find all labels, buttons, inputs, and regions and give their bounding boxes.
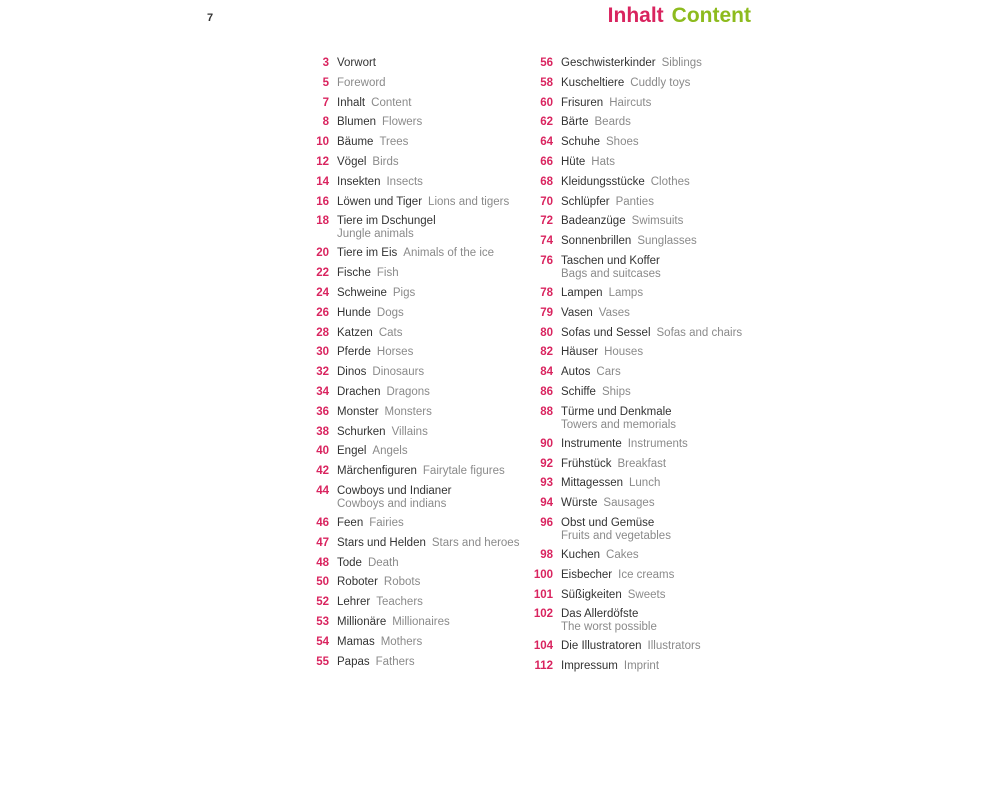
toc-entry-text — [561, 475, 660, 490]
toc-entry-text — [337, 114, 422, 129]
toc-entry-text — [561, 456, 666, 471]
toc-page-number: 18 — [316, 215, 329, 228]
toc-title-english: Ships — [601, 385, 631, 398]
toc-entry — [309, 483, 524, 515]
toc-entry — [309, 574, 524, 594]
toc-entry — [530, 325, 760, 345]
toc-column-left — [309, 55, 524, 673]
toc-title-english: Fruits and vegetables — [561, 529, 671, 542]
toc-title-german: Papas — [337, 655, 370, 668]
title-english: Content — [671, 4, 751, 27]
toc-title-german: Taschen und Koffer — [561, 254, 660, 267]
toc-entry-text — [561, 95, 651, 110]
toc-entry-text — [561, 75, 690, 90]
toc-entry-text — [561, 194, 654, 209]
toc-title-german: Frühstück — [561, 457, 612, 470]
toc-page-number: 66 — [540, 155, 553, 168]
toc-title-english: Lions and tigers — [428, 195, 510, 208]
toc-entry — [309, 174, 524, 194]
toc-title-german: Schweine — [337, 286, 387, 299]
toc-title-english: Insects — [386, 175, 423, 188]
toc-title-english: Sofas and chairs — [656, 326, 743, 339]
toc-entry-text — [561, 233, 697, 248]
toc-page-number: 56 — [540, 57, 553, 69]
toc-title-german: Bärte — [561, 116, 589, 129]
toc-entry — [309, 134, 524, 154]
toc-entry — [530, 233, 760, 253]
toc-title-german: Kuchen — [561, 548, 601, 561]
toc-title-german: Türme und Denkmale — [561, 405, 672, 418]
toc-title-english: Foreword — [337, 76, 386, 89]
toc-entry — [309, 424, 524, 444]
toc-title-english: Villains — [391, 425, 428, 438]
toc-title-german: Dinos — [337, 366, 367, 379]
toc-page-number: 50 — [316, 576, 329, 589]
toc-page-number: 101 — [533, 588, 553, 601]
toc-page-number: 40 — [316, 445, 329, 458]
toc-title-german: Blumen — [337, 116, 376, 129]
toc-page-number: 28 — [316, 326, 329, 339]
toc-title-english: Birds — [372, 155, 399, 168]
toc-title-english: Monsters — [384, 405, 432, 418]
toc-title-english: Flowers — [382, 116, 423, 129]
toc-entry-text — [337, 574, 420, 589]
toc-title-english: Instruments — [627, 437, 688, 450]
toc-title-english: Sunglasses — [637, 235, 697, 248]
toc-title-german: Sonnenbrillen — [561, 235, 632, 248]
toc-entry-text — [337, 555, 399, 570]
toc-page-number: 47 — [316, 536, 329, 549]
toc-title-english: Animals of the ice — [403, 247, 495, 260]
toc-entry-text — [337, 154, 399, 169]
toc-title-german: Schlüpfer — [561, 195, 610, 208]
toc-page-number: 90 — [540, 437, 553, 450]
toc-title-german: Märchenfiguren — [337, 465, 417, 478]
toc-title-german: Vorwort — [337, 57, 376, 69]
toc-title-english: Teachers — [376, 596, 423, 609]
toc-entry — [309, 515, 524, 535]
toc-entry-text — [337, 75, 386, 90]
toc-page-number: 54 — [316, 635, 329, 648]
toc-title-english: Cakes — [606, 548, 639, 561]
toc-entry — [309, 213, 524, 245]
toc-title-german: Bäume — [337, 136, 374, 149]
toc-title-german: Tiere im Dschungel — [337, 215, 436, 228]
toc-entry — [309, 654, 524, 674]
toc-page-number: 44 — [316, 484, 329, 497]
toc-entry — [530, 475, 760, 495]
toc-title-english: Lamps — [608, 286, 644, 299]
toc-entry — [530, 194, 760, 214]
toc-page-number: 104 — [533, 640, 553, 653]
toc-page-number: 94 — [540, 497, 553, 510]
toc-page-number: 52 — [316, 596, 329, 609]
toc-title-english: Panties — [615, 195, 654, 208]
toc-title-german: Mittagessen — [561, 477, 624, 490]
toc-title-english: Cuddly toys — [630, 76, 691, 89]
toc-title-german: Das Allerdöfste — [561, 608, 639, 621]
toc-entry-text — [337, 285, 415, 300]
toc-page-number: 79 — [540, 306, 553, 319]
toc-entry-text — [561, 325, 742, 340]
toc-title-german: Lampen — [561, 286, 603, 299]
toc-title-english: Dragons — [386, 385, 430, 398]
toc-entry — [530, 404, 760, 436]
toc-title-german: Schuhe — [561, 136, 601, 149]
toc-entry — [309, 344, 524, 364]
toc-entry-text — [337, 515, 404, 530]
toc-page-number: 7 — [322, 96, 329, 109]
toc-entry — [309, 154, 524, 174]
toc-entry-text — [561, 567, 674, 582]
toc-title-german: Instrumente — [561, 437, 622, 450]
toc-title-german: Würste — [561, 497, 598, 510]
toc-title-english: The worst possible — [561, 621, 657, 634]
toc-title-german: Geschwisterkinder — [561, 57, 656, 69]
toc-entry-text — [337, 134, 408, 149]
toc-entry — [530, 285, 760, 305]
toc-page-number: 55 — [316, 655, 329, 668]
title-german: Inhalt — [607, 4, 664, 27]
toc-entry — [309, 285, 524, 305]
toc-entry — [530, 213, 760, 233]
toc-entry — [530, 305, 760, 325]
toc-entry-text — [561, 364, 621, 379]
toc-page-number: 32 — [316, 366, 329, 379]
toc-entry — [309, 265, 524, 285]
toc-title-english: Cats — [378, 326, 403, 339]
toc-entry — [530, 495, 760, 515]
toc-page-number: 14 — [316, 175, 329, 188]
toc-title-german: Süßigkeiten — [561, 588, 622, 601]
toc-page-number: 30 — [316, 346, 329, 359]
toc-title-english: Imprint — [623, 660, 660, 673]
toc-page-number: 20 — [316, 247, 329, 260]
toc-entry-text — [337, 594, 423, 609]
toc-entry-text — [561, 55, 702, 70]
toc-entry — [309, 325, 524, 345]
toc-page-number: 98 — [540, 548, 553, 561]
toc-title-english: Dogs — [376, 306, 404, 319]
toc-title-english: Dinosaurs — [372, 366, 425, 379]
toc-entry-text — [561, 436, 688, 451]
toc-entry — [530, 567, 760, 587]
toc-entry — [309, 443, 524, 463]
toc-entry-text — [561, 658, 659, 673]
toc-page-number: 112 — [534, 660, 553, 673]
toc-page-number: 26 — [316, 306, 329, 319]
toc-entry-text — [561, 638, 701, 653]
toc-page-number: 82 — [540, 346, 553, 359]
toc-entry-text — [561, 404, 676, 432]
toc-entry-text — [561, 606, 657, 634]
toc-title-german: Löwen und Tiger — [337, 195, 423, 208]
toc-title-german: Frisuren — [561, 96, 604, 109]
toc-title-german: Pferde — [337, 346, 371, 359]
toc-entry-text — [561, 344, 643, 359]
toc-entry-text — [337, 325, 402, 340]
toc-title-english: Trees — [379, 136, 409, 149]
toc-entry-text — [337, 483, 451, 511]
toc-entry — [530, 547, 760, 567]
toc-entry-text — [561, 154, 615, 169]
toc-page-number: 60 — [540, 96, 553, 109]
page-title — [608, 4, 751, 28]
toc-page-number: 88 — [540, 405, 553, 418]
toc-title-english: Horses — [376, 346, 414, 359]
toc-title-english: Breakfast — [617, 457, 667, 470]
toc-entry-text — [337, 364, 424, 379]
toc-entry — [530, 154, 760, 174]
toc-entry — [530, 114, 760, 134]
toc-entry — [309, 55, 524, 75]
toc-title-english: Stars and heroes — [431, 536, 520, 549]
toc-title-german: Eisbecher — [561, 568, 613, 581]
toc-title-german: Häuser — [561, 346, 599, 359]
toc-title-english: Vases — [598, 306, 630, 319]
toc-title-english: Towers and memorials — [561, 418, 677, 431]
toc-title-german: Roboter — [337, 576, 378, 589]
toc-title-german: Monster — [337, 405, 379, 418]
toc-title-english: Fairies — [369, 516, 404, 529]
toc-title-english: Fathers — [375, 655, 415, 668]
toc-title-english: Sausages — [603, 497, 655, 510]
toc-entry — [309, 305, 524, 325]
toc-entry-text — [337, 213, 436, 241]
toc-entry — [309, 245, 524, 265]
toc-page-number: 38 — [316, 425, 329, 438]
toc-entry-text — [561, 515, 671, 543]
toc-page-number: 42 — [316, 465, 329, 478]
toc-title-german: Hüte — [561, 155, 586, 168]
toc-page-number: 84 — [540, 366, 553, 379]
toc-title-german: Tiere im Eis — [337, 247, 398, 260]
toc-title-english: Content — [371, 96, 412, 109]
toc-title-english: Mothers — [380, 635, 423, 648]
toc-title-german: Feen — [337, 516, 364, 529]
toc-entry — [530, 344, 760, 364]
toc-title-english: Death — [367, 556, 399, 569]
toc-entry — [309, 114, 524, 134]
toc-page-number: 36 — [316, 405, 329, 418]
toc-page-number: 34 — [316, 385, 329, 398]
toc-page-number: 102 — [533, 608, 553, 621]
toc-entry — [530, 456, 760, 476]
toc-entry-text — [337, 463, 505, 478]
toc-title-english: Clothes — [650, 175, 690, 188]
toc-title-german: Kleidungsstücke — [561, 175, 645, 188]
toc-page-number: 58 — [540, 76, 553, 89]
toc-entry-text — [337, 614, 450, 629]
toc-title-german: Obst und Gemüse — [561, 516, 655, 529]
toc-entry — [309, 555, 524, 575]
toc-entry-text — [337, 305, 404, 320]
toc-title-english: Lunch — [629, 477, 661, 490]
toc-entry — [309, 75, 524, 95]
toc-title-english: Angels — [372, 445, 408, 458]
toc-entry — [309, 634, 524, 654]
toc-entry-text — [337, 424, 428, 439]
toc-title-english: Fish — [376, 267, 399, 280]
toc-page-number: 76 — [540, 254, 553, 267]
toc-entry — [530, 515, 760, 547]
toc-page-number: 72 — [540, 215, 553, 228]
toc-title-german: Fische — [337, 267, 371, 280]
toc-entry — [530, 55, 760, 75]
toc-title-german: Sofas und Sessel — [561, 326, 651, 339]
toc-entry-text — [337, 654, 415, 669]
toc-entry-text — [561, 174, 690, 189]
toc-page-number: 93 — [540, 477, 553, 490]
toc-entry — [530, 606, 760, 638]
toc-title-german: Insekten — [337, 175, 381, 188]
toc-page-number: 22 — [316, 267, 329, 280]
toc-page-number: 96 — [540, 516, 553, 529]
toc-page-number: 48 — [316, 556, 329, 569]
toc-title-english: Pigs — [392, 286, 416, 299]
toc-entry — [530, 436, 760, 456]
toc-entry-text — [337, 443, 408, 458]
toc-page-number: 8 — [322, 116, 329, 129]
toc-entry-text — [337, 245, 494, 260]
toc-title-german: Inhalt — [337, 96, 366, 109]
toc-entry — [530, 658, 760, 678]
toc-title-german: Kuscheltiere — [561, 76, 625, 89]
toc-entry-text — [561, 305, 630, 320]
toc-entry — [309, 194, 524, 214]
toc-entry-text — [561, 495, 655, 510]
toc-entry — [530, 364, 760, 384]
toc-title-english: Jungle animals — [337, 228, 414, 241]
toc-title-german: Vögel — [337, 155, 367, 168]
toc-title-english: Swimsuits — [631, 215, 684, 228]
toc-page-number: 92 — [540, 457, 553, 470]
toc-title-english: Ice creams — [618, 568, 675, 581]
toc-entry — [309, 384, 524, 404]
toc-entry-text — [337, 344, 413, 359]
toc-title-english: Shoes — [606, 136, 639, 149]
toc-page-number: 46 — [316, 516, 329, 529]
toc-entry-text — [337, 404, 432, 419]
toc-page-number: 74 — [540, 235, 553, 248]
toc-title-german: Millionäre — [337, 615, 387, 628]
toc-title-english: Houses — [604, 346, 644, 359]
toc-title-english: Sweets — [627, 588, 666, 601]
toc-title-english: Siblings — [661, 57, 702, 69]
toc-title-english: Robots — [383, 576, 421, 589]
toc-title-german: Badeanzüge — [561, 215, 626, 228]
toc-title-english: Fairytale figures — [422, 465, 505, 478]
toc-title-english: Hats — [591, 155, 615, 168]
toc-title-german: Schurken — [337, 425, 386, 438]
toc-entry-text — [337, 55, 382, 70]
toc-page-number: 16 — [316, 195, 329, 208]
toc-entry-text — [561, 547, 639, 562]
toc-entry-text — [337, 174, 423, 189]
toc-entry — [309, 463, 524, 483]
toc-entry-text — [561, 587, 665, 602]
toc-entry-text — [561, 384, 631, 399]
toc-page-number: 70 — [540, 195, 553, 208]
toc-title-english: Haircuts — [609, 96, 652, 109]
toc-entry — [530, 587, 760, 607]
toc-title-english: Illustrators — [647, 640, 701, 653]
toc-entry-text — [337, 384, 430, 399]
toc-title-german: Katzen — [337, 326, 373, 339]
toc-title-german: Vasen — [561, 306, 593, 319]
toc-entry-text — [561, 253, 661, 281]
toc-title-german: Autos — [561, 366, 591, 379]
toc-title-german: Engel — [337, 445, 367, 458]
toc-entry — [530, 75, 760, 95]
toc-entry-text — [337, 265, 399, 280]
toc-entry-text — [561, 213, 683, 228]
toc-page-number: 5 — [322, 76, 329, 89]
toc-title-english: Beards — [594, 116, 631, 129]
toc-page-number: 86 — [540, 385, 553, 398]
toc-title-german: Mamas — [337, 635, 375, 648]
toc-entry — [309, 535, 524, 555]
toc-entry — [530, 253, 760, 285]
toc-entry — [530, 134, 760, 154]
toc-entry — [309, 594, 524, 614]
toc-entry — [309, 95, 524, 115]
toc-entry-text — [561, 114, 631, 129]
toc-page-number: 10 — [316, 136, 329, 149]
toc-column-right — [530, 55, 760, 678]
toc-page-number: 3 — [322, 57, 329, 69]
toc-entry — [530, 638, 760, 658]
toc-title-german: Impressum — [561, 660, 618, 673]
toc-page-number: 68 — [540, 175, 553, 188]
toc-title-german: Hunde — [337, 306, 371, 319]
toc-entry — [309, 364, 524, 384]
toc-entry-text — [337, 634, 422, 649]
toc-entry-text — [337, 535, 519, 550]
toc-title-german: Tode — [337, 556, 362, 569]
toc-title-german: Lehrer — [337, 596, 371, 609]
toc-page-number: 62 — [540, 116, 553, 129]
toc-title-german: Die Illustratoren — [561, 640, 642, 653]
toc-entry — [530, 174, 760, 194]
toc-title-german: Stars und Helden — [337, 536, 426, 549]
toc-page-number: 64 — [540, 136, 553, 149]
toc-title-english: Bags and suitcases — [561, 267, 661, 280]
toc-entry — [309, 404, 524, 424]
toc-title-german: Cowboys und Indianer — [337, 484, 452, 497]
toc-page-number: 24 — [316, 286, 329, 299]
toc-entry — [309, 614, 524, 634]
toc-entry-text — [337, 95, 411, 110]
toc-title-german: Drachen — [337, 385, 381, 398]
page-number: 7 — [207, 12, 214, 24]
toc-entry-text — [561, 285, 643, 300]
toc-page-number: 53 — [316, 615, 329, 628]
toc-title-english: Cowboys and indians — [337, 497, 447, 510]
toc-entry — [530, 95, 760, 115]
toc-entry — [530, 384, 760, 404]
toc-page-number: 12 — [316, 155, 329, 168]
toc-entry-text — [337, 194, 509, 209]
toc-page-number: 100 — [533, 568, 553, 581]
toc-title-english: Millionaires — [392, 615, 450, 628]
toc-entry-text — [561, 134, 639, 149]
toc-page-number: 80 — [540, 326, 553, 339]
toc-page-number: 78 — [540, 286, 553, 299]
toc-title-english: Cars — [596, 366, 621, 379]
toc-title-german: Schiffe — [561, 385, 596, 398]
